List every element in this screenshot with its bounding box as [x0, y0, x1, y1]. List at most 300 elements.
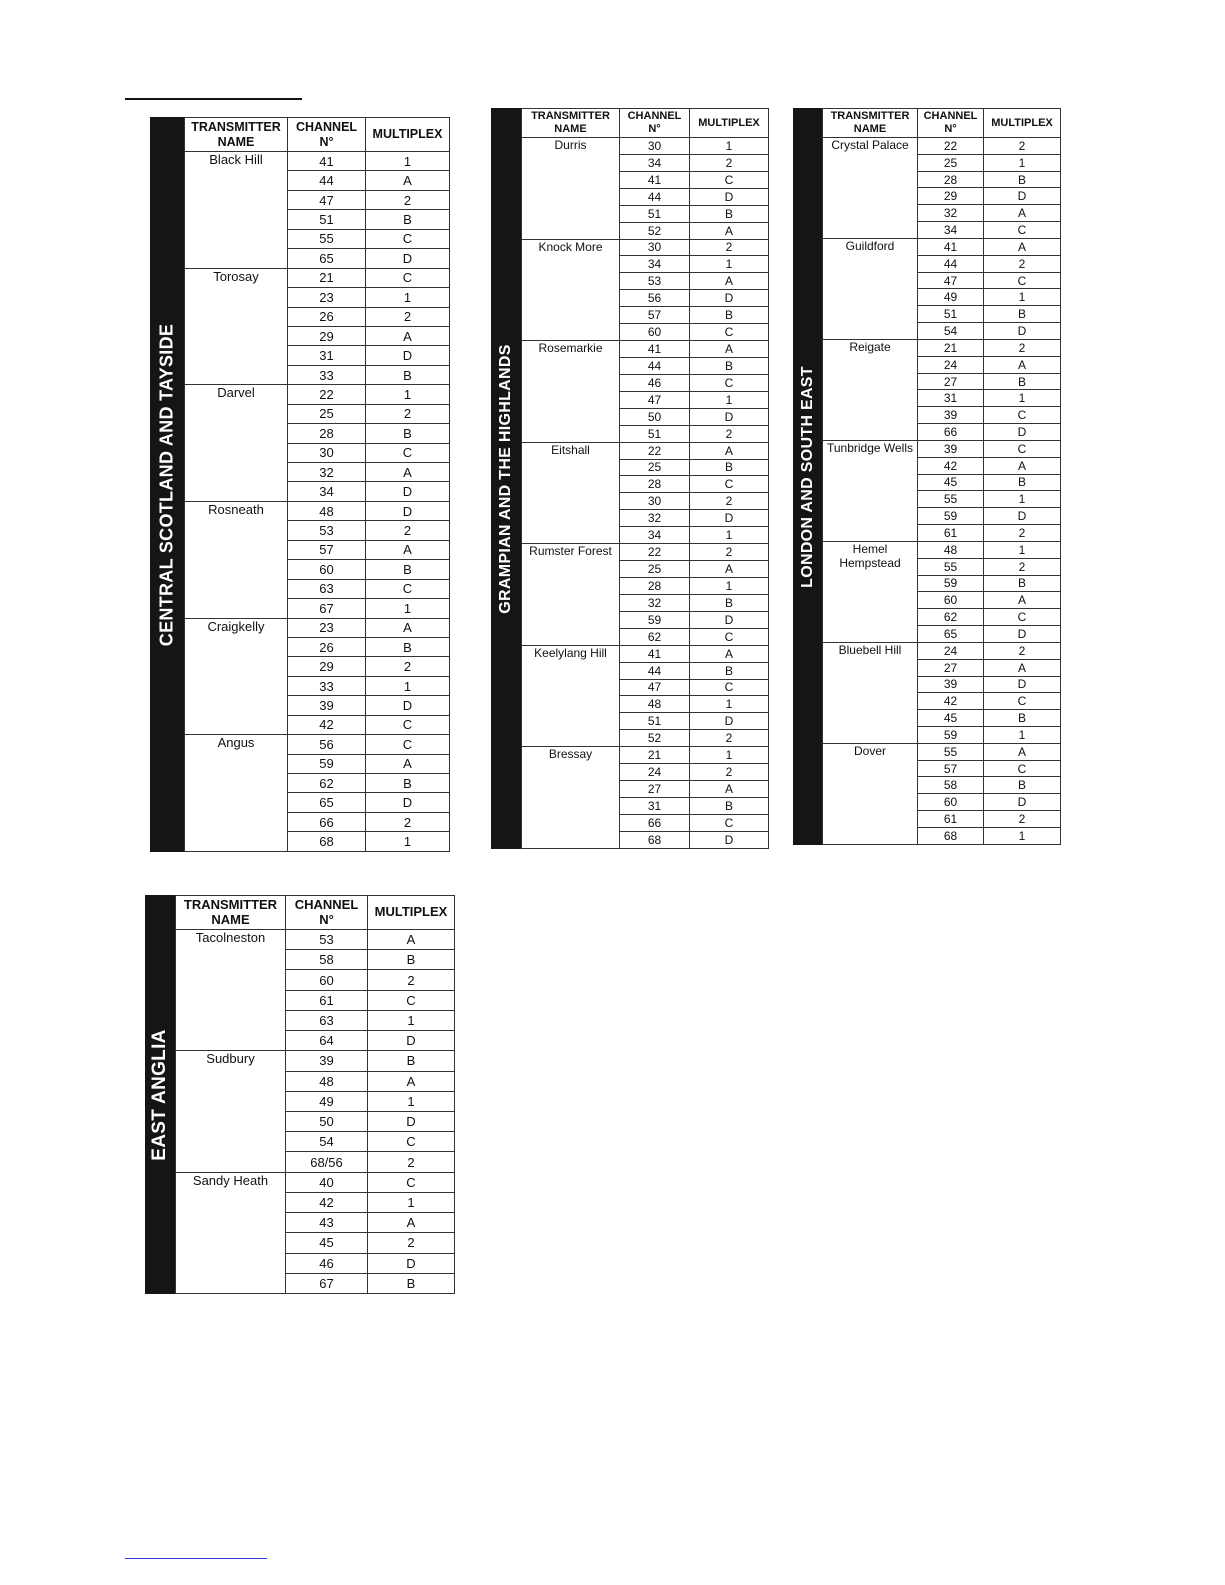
channel-cell: 59 [288, 754, 366, 773]
multiplex-cell: D [984, 188, 1061, 205]
channel-cell: 22 [288, 385, 366, 404]
channel-cell: 51 [620, 205, 690, 222]
multiplex-cell: D [984, 676, 1061, 693]
multiplex-cell: C [366, 229, 450, 248]
multiplex-cell: C [690, 374, 769, 391]
transmitter-name: Rumster Forest [522, 544, 620, 646]
channel-cell: 49 [918, 289, 984, 306]
region-title: EAST ANGLIA [149, 1028, 170, 1161]
multiplex-cell: A [366, 754, 450, 773]
channel-cell: 67 [288, 599, 366, 618]
multiplex-cell: A [690, 222, 769, 239]
multiplex-cell: D [368, 1031, 455, 1051]
channel-cell: 32 [620, 510, 690, 527]
channel-cell: 39 [288, 696, 366, 715]
region-table-grampian [491, 108, 769, 849]
multiplex-cell: A [984, 457, 1061, 474]
multiplex-cell: A [690, 442, 769, 459]
multiplex-cell: A [366, 618, 450, 637]
multiplex-cell: 1 [690, 577, 769, 594]
channel-cell: 45 [286, 1233, 368, 1253]
channel-cell: 60 [288, 560, 366, 579]
channel-cell: 48 [288, 501, 366, 520]
multiplex-cell: B [368, 1051, 455, 1071]
multiplex-cell: C [984, 440, 1061, 457]
multiplex-cell: 2 [366, 812, 450, 831]
channel-cell: 25 [620, 561, 690, 578]
multiplex-cell: D [690, 510, 769, 527]
multiplex-cell: 1 [690, 256, 769, 273]
table-row [522, 544, 769, 561]
channel-cell: 65 [288, 793, 366, 812]
channel-cell: 48 [620, 696, 690, 713]
multiplex-cell: 2 [366, 307, 450, 326]
multiplex-cell: A [368, 930, 455, 950]
multiplex-cell: C [984, 222, 1061, 239]
multiplex-cell: 1 [368, 1192, 455, 1212]
region-table-central-scotland [150, 117, 450, 852]
multiplex-cell: A [984, 743, 1061, 760]
header-channel [288, 118, 366, 152]
multiplex-cell: C [690, 679, 769, 696]
header-transmitter-name [185, 118, 288, 152]
multiplex-cell: 2 [690, 154, 769, 171]
multiplex-cell: C [690, 628, 769, 645]
header-row [522, 109, 769, 138]
region-table-east-anglia [145, 895, 455, 1294]
header-multiplex: MULTIPLEX [368, 896, 455, 930]
table-row [522, 747, 769, 764]
multiplex-cell: 2 [366, 657, 450, 676]
channel-cell: 42 [288, 715, 366, 734]
header-text: CHANNEL [923, 110, 978, 123]
multiplex-cell: 1 [984, 154, 1061, 171]
multiplex-cell: 2 [690, 493, 769, 510]
channel-cell: 58 [286, 950, 368, 970]
channel-cell: 32 [620, 594, 690, 611]
channel-cell: 25 [288, 404, 366, 423]
multiplex-cell: B [690, 357, 769, 374]
region-title-bar [793, 108, 822, 845]
multiplex-cell: C [690, 171, 769, 188]
channel-cell: 60 [286, 970, 368, 990]
multiplex-cell: C [690, 476, 769, 493]
multiplex-cell: C [984, 693, 1061, 710]
channel-cell: 60 [918, 794, 984, 811]
channel-cell: 21 [620, 747, 690, 764]
channel-cell: 59 [918, 508, 984, 525]
channel-cell: 62 [620, 628, 690, 645]
multiplex-cell: A [366, 326, 450, 345]
multiplex-cell: B [368, 1273, 455, 1293]
multiplex-cell: A [690, 781, 769, 798]
multiplex-cell: C [368, 1132, 455, 1152]
table-row [185, 152, 450, 171]
header-text: TRANSMITTER [191, 120, 281, 135]
transmitter-table [175, 895, 455, 1294]
multiplex-cell: B [984, 575, 1061, 592]
channel-cell: 42 [286, 1192, 368, 1212]
multiplex-cell: A [984, 205, 1061, 222]
transmitter-name: Torosay [185, 268, 288, 385]
table-row [522, 442, 769, 459]
multiplex-cell: D [984, 323, 1061, 340]
channel-cell: 61 [918, 811, 984, 828]
table-row [823, 138, 1061, 155]
channel-cell: 57 [918, 760, 984, 777]
channel-cell: 44 [918, 255, 984, 272]
channel-cell: 68 [620, 831, 690, 848]
channel-cell: 55 [918, 558, 984, 575]
channel-cell: 30 [620, 138, 690, 155]
channel-cell: 47 [620, 391, 690, 408]
header-row [823, 109, 1061, 138]
channel-cell: 52 [620, 730, 690, 747]
channel-cell: 55 [288, 229, 366, 248]
channel-cell: 42 [918, 693, 984, 710]
multiplex-cell: D [984, 794, 1061, 811]
channel-cell: 54 [286, 1132, 368, 1152]
channel-cell: 34 [620, 154, 690, 171]
header-transmitter-name [823, 109, 918, 138]
transmitter-name: Knock More [522, 239, 620, 341]
multiplex-cell: 1 [368, 1091, 455, 1111]
transmitter-name: Bressay [522, 747, 620, 849]
transmitter-table [184, 117, 450, 852]
table-row [185, 501, 450, 520]
channel-cell: 34 [620, 256, 690, 273]
multiplex-cell: 1 [366, 599, 450, 618]
multiplex-cell: A [368, 1213, 455, 1233]
channel-cell: 50 [620, 408, 690, 425]
channel-cell: 43 [286, 1213, 368, 1233]
multiplex-cell: B [984, 474, 1061, 491]
channel-cell: 46 [620, 374, 690, 391]
channel-cell: 45 [918, 474, 984, 491]
multiplex-cell: A [690, 273, 769, 290]
channel-cell: 34 [620, 527, 690, 544]
channel-cell: 67 [286, 1273, 368, 1293]
channel-cell: 68 [918, 827, 984, 844]
multiplex-cell: D [366, 501, 450, 520]
channel-cell: 51 [620, 425, 690, 442]
table-row [522, 138, 769, 155]
channel-cell: 47 [288, 190, 366, 209]
multiplex-cell: 1 [984, 491, 1061, 508]
channel-cell: 49 [286, 1091, 368, 1111]
multiplex-cell: 1 [984, 541, 1061, 558]
transmitter-name: Sandy Heath [176, 1172, 286, 1293]
multiplex-cell: 1 [690, 138, 769, 155]
channel-cell: 27 [918, 659, 984, 676]
channel-cell: 65 [918, 626, 984, 643]
multiplex-cell: A [984, 356, 1061, 373]
region-table-london [793, 108, 1061, 845]
header-text: TRANSMITTER [531, 110, 610, 123]
channel-cell: 29 [918, 188, 984, 205]
multiplex-cell: A [690, 561, 769, 578]
multiplex-cell: B [984, 171, 1061, 188]
multiplex-cell: 2 [984, 525, 1061, 542]
multiplex-cell: B [690, 797, 769, 814]
channel-cell: 60 [620, 324, 690, 341]
multiplex-cell: 2 [690, 764, 769, 781]
channel-cell: 56 [288, 735, 366, 754]
region-title-bar [150, 117, 184, 852]
table-row [823, 238, 1061, 255]
multiplex-cell: 1 [368, 1010, 455, 1030]
channel-cell: 30 [620, 239, 690, 256]
multiplex-cell: B [690, 459, 769, 476]
transmitter-name: Angus [185, 735, 288, 852]
multiplex-cell: B [368, 950, 455, 970]
channel-cell: 34 [288, 482, 366, 501]
channel-cell: 29 [288, 326, 366, 345]
channel-cell: 28 [620, 476, 690, 493]
header-channel [620, 109, 690, 138]
multiplex-cell: B [366, 424, 450, 443]
table-row [823, 339, 1061, 356]
multiplex-cell: D [366, 249, 450, 268]
channel-cell: 41 [288, 152, 366, 171]
multiplex-cell: A [366, 463, 450, 482]
multiplex-cell: C [984, 760, 1061, 777]
multiplex-cell: 2 [366, 190, 450, 209]
transmitter-table [822, 108, 1061, 845]
header-text: NAME [211, 911, 250, 927]
table-row [522, 341, 769, 358]
transmitter-name: Black Hill [185, 152, 288, 269]
channel-cell: 33 [288, 676, 366, 695]
multiplex-cell: 2 [984, 558, 1061, 575]
channel-cell: 60 [918, 592, 984, 609]
header-text: CHANNEL [295, 120, 358, 135]
channel-cell: 22 [620, 544, 690, 561]
transmitter-name: Guildford [823, 238, 918, 339]
multiplex-cell: D [368, 1111, 455, 1131]
transmitter-name: Reigate [823, 339, 918, 440]
multiplex-cell: 2 [368, 970, 455, 990]
multiplex-cell: C [366, 715, 450, 734]
channel-cell: 66 [620, 814, 690, 831]
multiplex-cell: C [984, 609, 1061, 626]
channel-cell: 30 [620, 493, 690, 510]
multiplex-cell: 2 [984, 811, 1061, 828]
header-text: NAME [853, 123, 887, 135]
multiplex-cell: C [366, 579, 450, 598]
multiplex-cell: D [366, 793, 450, 812]
multiplex-cell: D [690, 408, 769, 425]
multiplex-cell: D [690, 831, 769, 848]
channel-cell: 31 [620, 797, 690, 814]
multiplex-cell: 1 [690, 747, 769, 764]
header-text: NAME [554, 123, 587, 135]
channel-cell: 31 [918, 390, 984, 407]
channel-cell: 28 [288, 424, 366, 443]
channel-cell: 65 [288, 249, 366, 268]
table-row [176, 930, 455, 950]
multiplex-cell: B [690, 594, 769, 611]
channel-cell: 44 [620, 357, 690, 374]
transmitter-name: Tacolneston [176, 930, 286, 1051]
multiplex-cell: 1 [366, 676, 450, 695]
channel-cell: 39 [918, 676, 984, 693]
header-text: N° [944, 123, 957, 135]
table-row [522, 645, 769, 662]
channel-cell: 62 [918, 609, 984, 626]
header-transmitter-name [522, 109, 620, 138]
channel-cell: 32 [288, 463, 366, 482]
channel-cell: 41 [620, 171, 690, 188]
channel-cell: 42 [918, 457, 984, 474]
channel-cell: 39 [918, 407, 984, 424]
channel-cell: 61 [286, 990, 368, 1010]
channel-cell: 24 [918, 642, 984, 659]
multiplex-cell: D [984, 626, 1061, 643]
top-rule [125, 98, 302, 100]
multiplex-cell: A [368, 1071, 455, 1091]
table-row [522, 239, 769, 256]
multiplex-cell: 1 [690, 391, 769, 408]
multiplex-cell: 2 [366, 404, 450, 423]
multiplex-cell: 1 [984, 390, 1061, 407]
multiplex-cell: B [690, 662, 769, 679]
multiplex-cell: D [690, 611, 769, 628]
multiplex-cell: 2 [368, 1152, 455, 1172]
multiplex-cell: D [366, 346, 450, 365]
multiplex-cell: 2 [984, 138, 1061, 155]
multiplex-cell: B [366, 560, 450, 579]
multiplex-cell: 1 [984, 289, 1061, 306]
header-text: N° [648, 123, 661, 135]
channel-cell: 57 [288, 540, 366, 559]
table-row [185, 735, 450, 754]
channel-cell: 59 [918, 726, 984, 743]
channel-cell: 55 [918, 743, 984, 760]
channel-cell: 68/56 [286, 1152, 368, 1172]
channel-cell: 39 [918, 440, 984, 457]
channel-cell: 58 [918, 777, 984, 794]
channel-cell: 21 [288, 268, 366, 287]
channel-cell: 63 [286, 1010, 368, 1030]
multiplex-cell: D [368, 1253, 455, 1273]
channel-cell: 22 [918, 138, 984, 155]
multiplex-cell: 1 [366, 832, 450, 852]
multiplex-cell: D [984, 508, 1061, 525]
multiplex-cell: D [690, 188, 769, 205]
channel-cell: 51 [620, 713, 690, 730]
multiplex-cell: 1 [366, 288, 450, 307]
channel-cell: 33 [288, 365, 366, 384]
multiplex-cell: C [690, 814, 769, 831]
channel-cell: 47 [918, 272, 984, 289]
header-multiplex: MULTIPLEX [366, 118, 450, 152]
header-text: TRANSMITTER [830, 110, 910, 123]
multiplex-cell: A [690, 341, 769, 358]
transmitter-name: Rosemarkie [522, 341, 620, 443]
multiplex-cell: B [984, 710, 1061, 727]
header-multiplex: MULTIPLEX [984, 109, 1061, 138]
table-row [185, 618, 450, 637]
channel-cell: 29 [288, 657, 366, 676]
multiplex-cell: C [366, 268, 450, 287]
multiplex-cell: D [366, 482, 450, 501]
channel-cell: 52 [620, 222, 690, 239]
multiplex-cell: 1 [690, 527, 769, 544]
header-channel [286, 896, 368, 930]
channel-cell: 44 [620, 662, 690, 679]
channel-cell: 51 [288, 210, 366, 229]
multiplex-cell: 2 [984, 255, 1061, 272]
table-row [823, 440, 1061, 457]
multiplex-cell: A [984, 659, 1061, 676]
multiplex-cell: D [984, 424, 1061, 441]
header-text: N° [319, 134, 334, 149]
multiplex-cell: 2 [690, 425, 769, 442]
multiplex-cell: 2 [366, 521, 450, 540]
multiplex-cell: 2 [368, 1233, 455, 1253]
channel-cell: 28 [918, 171, 984, 188]
multiplex-cell: 1 [366, 385, 450, 404]
region-title-bar [145, 895, 175, 1294]
multiplex-cell: B [366, 637, 450, 656]
multiplex-cell: D [690, 713, 769, 730]
channel-cell: 23 [288, 288, 366, 307]
transmitter-table [521, 108, 769, 849]
channel-cell: 30 [288, 443, 366, 462]
channel-cell: 50 [286, 1111, 368, 1131]
header-text: CHANNEL [627, 110, 682, 123]
channel-cell: 66 [288, 812, 366, 831]
transmitter-name: Craigkelly [185, 618, 288, 735]
transmitter-name: Sudbury [176, 1051, 286, 1172]
channel-cell: 63 [288, 579, 366, 598]
channel-cell: 24 [918, 356, 984, 373]
multiplex-cell: B [984, 777, 1061, 794]
channel-cell: 41 [620, 645, 690, 662]
multiplex-cell: 1 [690, 696, 769, 713]
table-row [185, 268, 450, 287]
transmitter-name: Rosneath [185, 501, 288, 618]
header-text: NAME [217, 134, 255, 149]
multiplex-cell: 2 [984, 339, 1061, 356]
multiplex-cell: 2 [690, 730, 769, 747]
multiplex-cell: B [984, 306, 1061, 323]
multiplex-cell: 2 [690, 544, 769, 561]
channel-cell: 32 [918, 205, 984, 222]
channel-cell: 66 [918, 424, 984, 441]
multiplex-cell: 1 [366, 152, 450, 171]
channel-cell: 40 [286, 1172, 368, 1192]
channel-cell: 26 [288, 307, 366, 326]
region-title: LONDON AND SOUTH EAST [798, 365, 816, 588]
transmitter-name: Keelylang Hill [522, 645, 620, 747]
bottom-link-rule [125, 1558, 267, 1559]
transmitter-name: Hemel Hempstead [823, 541, 918, 642]
multiplex-cell: B [984, 373, 1061, 390]
channel-cell: 62 [288, 774, 366, 793]
channel-cell: 48 [286, 1071, 368, 1091]
channel-cell: 64 [286, 1031, 368, 1051]
transmitter-name: Tunbridge Wells [823, 440, 918, 541]
transmitter-name: Durris [522, 138, 620, 240]
channel-cell: 41 [620, 341, 690, 358]
multiplex-cell: A [690, 645, 769, 662]
multiplex-cell: 1 [984, 726, 1061, 743]
channel-cell: 34 [918, 222, 984, 239]
channel-cell: 57 [620, 307, 690, 324]
multiplex-cell: A [366, 540, 450, 559]
